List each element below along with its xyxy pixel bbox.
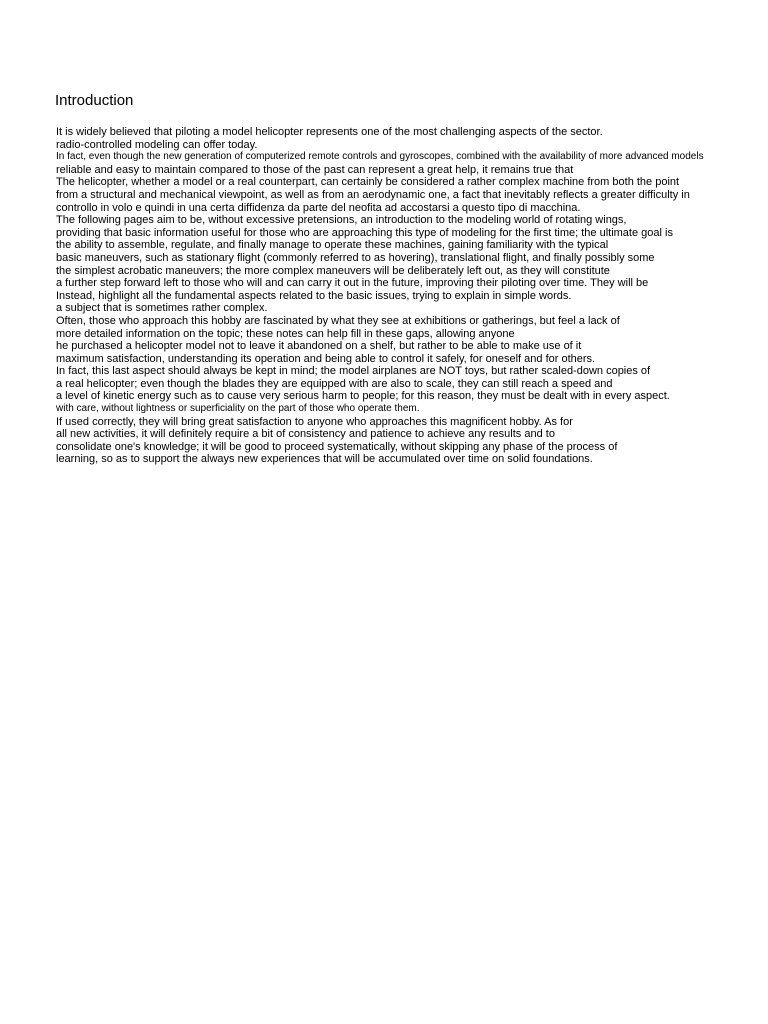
text-line: reliable and easy to maintain compared to those of the past can represent a great help, it remains true that xyxy=(56,163,574,176)
section-heading: Introduction xyxy=(55,92,134,109)
text-line: he purchased a helicopter model not to leave it abandoned on a shelf, but rather to be able to make use of it xyxy=(56,340,582,353)
text-line: a further step forward left to those who will and can carry it out in the future, improving their piloting over time. They will be xyxy=(56,277,649,290)
text-line: maximum satisfaction, understanding its operation and being able to control it safely, for oneself and for others. xyxy=(56,352,596,365)
text-line: controllo in volo e quindi in una certa diffidenza da parte del neofita ad accostarsi a questo tipo di macchina. xyxy=(56,201,581,214)
text-line: a real helicopter; even though the blades they are equipped with are also to scale, they can still reach a speed and xyxy=(56,377,613,390)
text-line: In fact, this last aspect should always be kept in mind; the model airplanes are NOT toys, but rather scaled-down copies of xyxy=(56,365,651,378)
text-line: The helicopter, whether a model or a real counterpart, can certainly be considered a rather complex machine from both the point xyxy=(56,176,680,189)
text-line: If used correctly, they will bring great satisfaction to anyone who approaches this magnificent hobby. As for xyxy=(56,415,573,428)
text-line: the simplest acrobatic maneuvers; the more complex maneuvers will be deliberately left out, as they will constitute xyxy=(56,264,610,277)
text-line: the ability to assemble, regulate, and finally manage to operate these machines, gaining familiarity with the typical xyxy=(56,239,609,252)
text-line: a level of kinetic energy such as to cause very serious harm to people; for this reason, they must be dealt with in every aspect. xyxy=(56,390,670,403)
text-line: from a structural and mechanical viewpoint, as well as from an aerodynamic one, a fact that inevitably reflects a greater difficulty in xyxy=(56,188,690,201)
text-line: more detailed information on the topic; these notes can help fill in these gaps, allowing anyone xyxy=(56,327,515,340)
text-line: basic maneuvers, such as stationary flight (commonly referred to as hovering), translational flight, and finally possibly some xyxy=(56,251,655,264)
text-line: radio-controlled modeling can offer today. xyxy=(56,138,258,151)
text-line: all new activities, it will definitely require a bit of consistency and patience to achieve any results and to xyxy=(56,428,555,441)
text-line: The following pages aim to be, without excessive pretensions, an introduction to the modeling world of rotating wings, xyxy=(56,214,627,227)
text-line: a subject that is sometimes rather complex. xyxy=(56,302,268,315)
text-line: In fact, even though the new generation of computerized remote controls and gyroscopes, combined with the availability of more advanced models xyxy=(56,151,704,163)
text-line: consolidate one's knowledge; it will be good to proceed systematically, without skipping any phase of the process of xyxy=(56,440,618,453)
text-line: learning, so as to support the always new experiences that will be accumulated over time on solid foundations. xyxy=(56,453,593,466)
text-line: Instead, highlight all the fundamental aspects related to the basic issues, trying to explain in simple words. xyxy=(56,289,572,302)
text-line: providing that basic information useful for those who are approaching this type of modeling for the first time; the ultimate goal is xyxy=(56,226,673,239)
text-line: Often, those who approach this hobby are fascinated by what they see at exhibitions or gatherings, but feel a lack of xyxy=(56,314,620,327)
text-line: with care, without lightness or superficiality on the part of those who operate them. xyxy=(56,403,420,415)
text-line: It is widely believed that piloting a model helicopter represents one of the most challenging aspects of the sector. xyxy=(56,126,603,138)
document-body xyxy=(56,126,768,466)
